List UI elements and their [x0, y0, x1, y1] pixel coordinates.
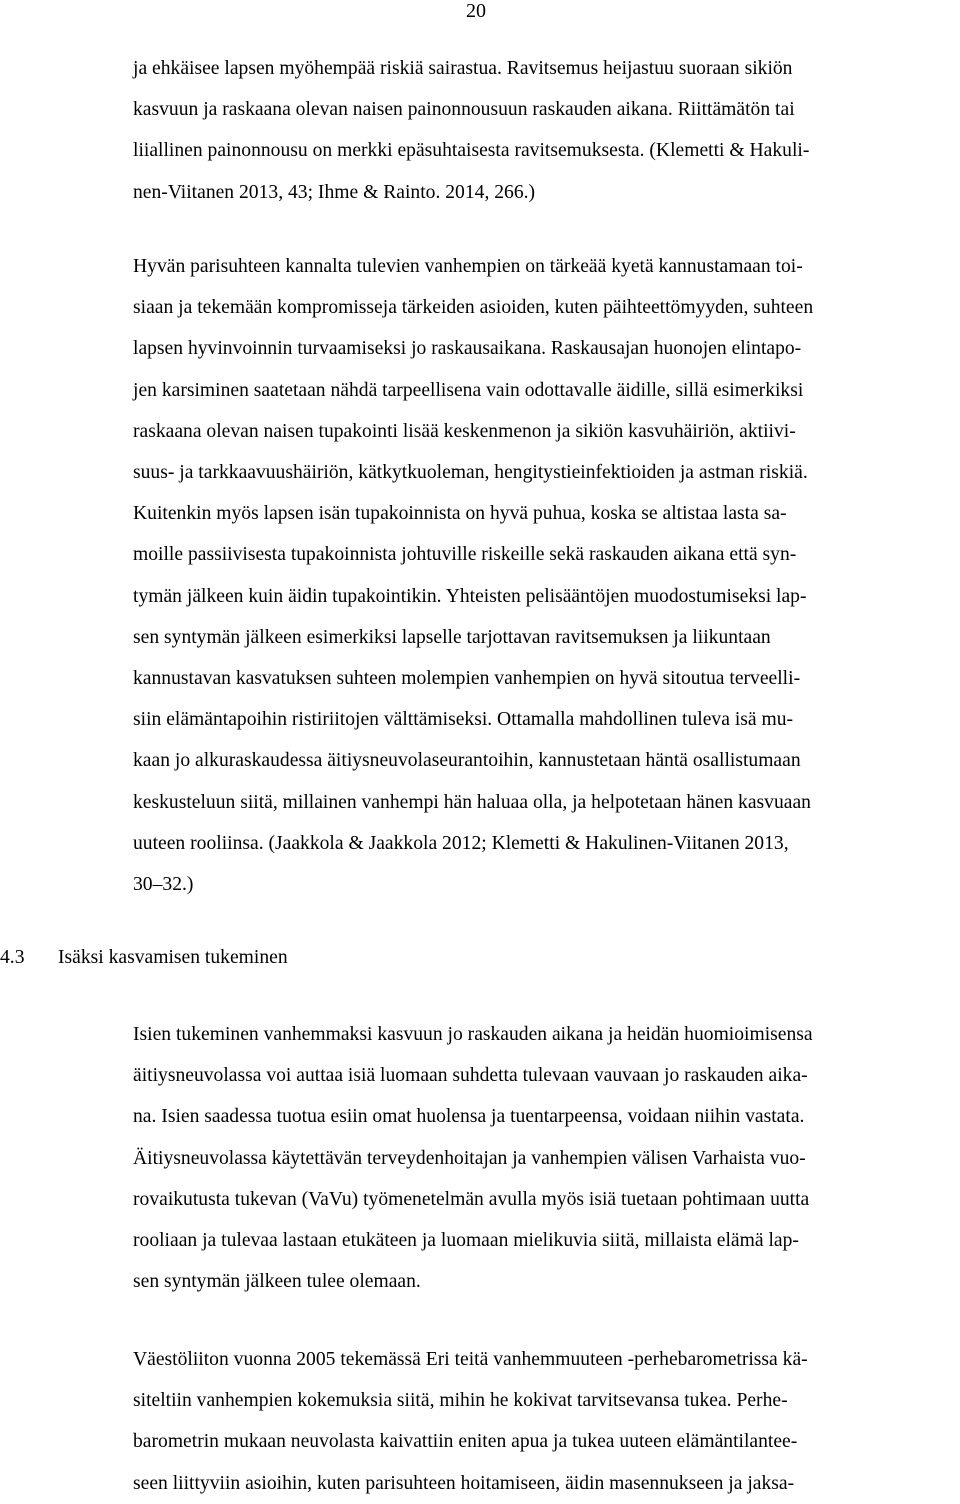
- text-line: siteltiin vanhempien kokemuksia siitä, mihin he kokivat tarvitsevansa tukea. Perhe-: [133, 1390, 788, 1412]
- text-line: liiallinen painonnousu on merkki epäsuhtaisesta ravitsemuksesta. (Klemetti & Hakuli-: [133, 140, 810, 162]
- section-heading: [0, 944, 288, 972]
- text-line: 30–32.): [133, 874, 194, 896]
- text-line: barometrin mukaan neuvolasta kaivattiin eniten apua ja tukea uuteen elämäntilantee-: [133, 1431, 798, 1453]
- text-line: keskusteluun siitä, millainen vanhempi hän haluaa olla, ja helpotetaan hänen kasvuaan: [133, 791, 811, 813]
- text-line: lapsen hyvinvoinnin turvaamiseksi jo raskausaikana. Raskausajan huonojen elintapo-: [133, 338, 802, 360]
- text-line: na. Isien saadessa tuotua esiin omat huolensa ja tuentarpeensa, voidaan niihin vastata.: [133, 1106, 805, 1128]
- text-line: rooliaan ja tulevaa lastaan etukäteen ja luomaan mielikuvia siitä, millaista elämä lap-: [133, 1230, 799, 1252]
- text-line: äitiysneuvolassa voi auttaa isiä luomaan suhdetta tulevaan vauvaan jo raskauden aika-: [133, 1065, 808, 1087]
- text-line: ja ehkäisee lapsen myöhempää riskiä sairastua. Ravitsemus heijastuu suoraan sikiön: [133, 58, 793, 79]
- body-paragraph: [133, 1339, 808, 1504]
- text-line: siaan ja tekemään kompromisseja tärkeiden asioiden, kuten päihteettömyyden, suhteen: [133, 297, 814, 319]
- body-paragraph: [133, 48, 809, 213]
- text-line: siin elämäntapoihin ristiriitojen välttämiseksi. Ottamalla mahdollinen tuleva isä mu-: [133, 709, 794, 731]
- text-line: Kuitenkin myös lapsen isän tupakoinnista on hyvä puhua, koska se altistaa lasta sa-: [133, 503, 787, 525]
- text-line: tymän jälkeen kuin äidin tupakointikin. Yhteisten pelisääntöjen muodostumiseksi lap-: [133, 585, 807, 607]
- text-line: raskaana olevan naisen tupakointi lisää keskenmenon ja sikiön kasvuhäiriön, aktiivi-: [133, 420, 796, 442]
- text-line: Väestöliiton vuonna 2005 tekemässä Eri teitä vanhemmuuteen -perhebarometrissa kä-: [133, 1349, 808, 1370]
- text-line: suus- ja tarkkaavuushäiriön, kätkytkuoleman, hengitystieinfektioiden ja astman riskiä.: [133, 462, 808, 484]
- text-line: Hyvän parisuhteen kannalta tulevien vanhempien on tärkeää kyetä kannustamaan toi-: [133, 256, 803, 277]
- body-paragraph: [133, 246, 813, 905]
- section-title: Isäksi kasvamisen tukeminen: [58, 947, 288, 968]
- text-line: Isien tukeminen vanhemmaksi kasvuun jo raskauden aikana ja heidän huomioimisensa: [133, 1024, 813, 1045]
- body-paragraph: [133, 1014, 813, 1302]
- text-line: seen liittyviin asioihin, kuten parisuhteen hoitamiseen, äidin masennukseen ja jaksa-: [133, 1472, 795, 1494]
- page-number: 20: [466, 0, 486, 22]
- text-line: moille passiivisesta tupakoinnista johtuville riskeille sekä raskauden aikana että syn-: [133, 544, 797, 566]
- text-line: kasvuun ja raskaana olevan naisen painonnousuun raskauden aikana. Riittämätön tai: [133, 99, 795, 121]
- text-line: rovaikutusta tukevan (VaVu) työmenetelmän avulla myös isiä tuetaan pohtimaan uutta: [133, 1188, 810, 1210]
- text-line: uuteen rooliinsa. (Jaakkola & Jaakkola 2012; Klemetti & Hakulinen-Viitanen 2013,: [133, 832, 789, 854]
- text-line: kannustavan kasvatuksen suhteen molempien vanhempien on hyvä sitoutua terveelli-: [133, 668, 801, 690]
- text-line: nen-Viitanen 2013, 43; Ihme & Rainto. 2014, 266.): [133, 181, 536, 203]
- section-number: 4.3: [0, 947, 25, 968]
- text-line: sen syntymän jälkeen esimerkiksi lapselle tarjottavan ravitsemuksen ja liikuntaan: [133, 626, 771, 648]
- text-line: sen syntymän jälkeen tulee olemaan.: [133, 1271, 421, 1293]
- text-line: kaan jo alkuraskaudessa äitiysneuvolaseurantoihin, kannustetaan häntä osallistumaan: [133, 750, 801, 772]
- text-line: Äitiysneuvolassa käytettävän terveydenhoitajan ja vanhempien välisen Varhaista vuo-: [133, 1147, 806, 1169]
- text-line: jen karsiminen saatetaan nähdä tarpeellisena vain odottavalle äidille, sillä esimerkiksi: [133, 379, 804, 401]
